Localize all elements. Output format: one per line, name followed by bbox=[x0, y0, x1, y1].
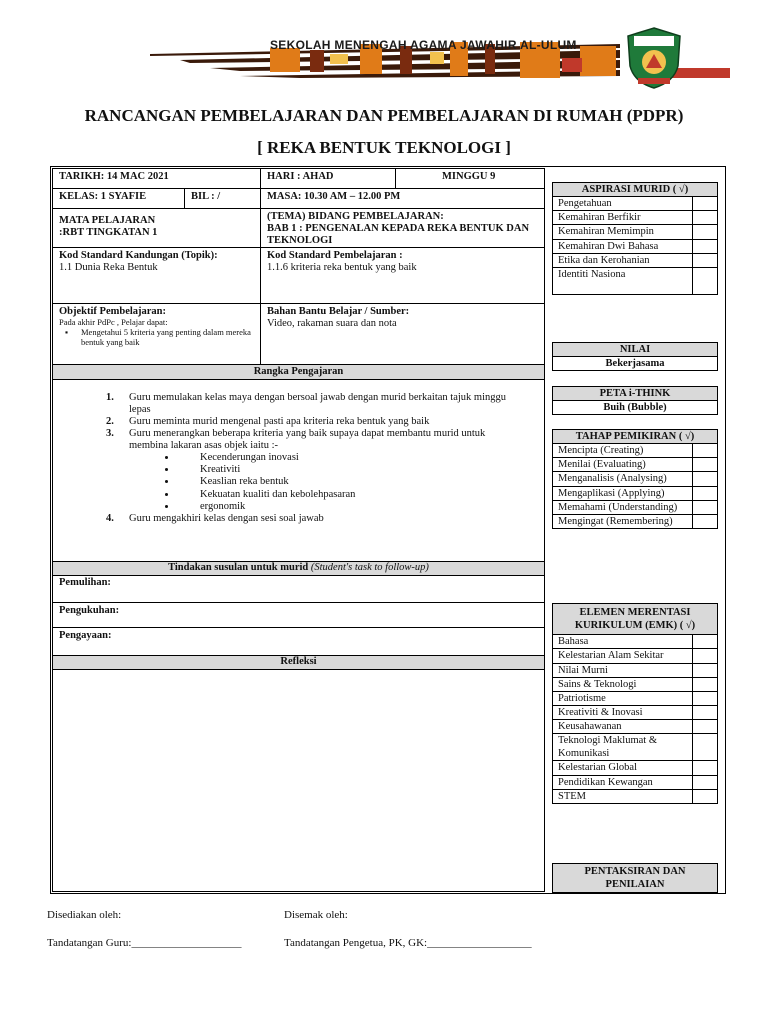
criteria-item: • Kecenderungan inovasi bbox=[177, 452, 526, 464]
masa-cell bbox=[260, 188, 545, 209]
kod-pembelajaran-value: 1.1.6 kriteria reka bentuk yang baik bbox=[267, 262, 417, 274]
aspirasi-row bbox=[553, 225, 718, 239]
aspirasi-item: Kemahiran Berfikir bbox=[553, 211, 693, 225]
page-title: RANCANGAN PEMBELAJARAN DAN PEMBELAJARAN DI RUMAH (PDPR) bbox=[84, 106, 684, 125]
aspirasi-item: Identiti Nasiona bbox=[553, 267, 693, 294]
tahap-check[interactable] bbox=[693, 444, 718, 458]
rangka-step bbox=[106, 428, 526, 512]
emk-check[interactable] bbox=[693, 761, 718, 775]
bahan-label: Bahan Bantu Belajar / Sumber: bbox=[267, 306, 410, 317]
step-number: 4. bbox=[106, 512, 114, 524]
aspirasi-row bbox=[553, 267, 718, 294]
tahap-check[interactable] bbox=[693, 514, 718, 528]
aspirasi-row bbox=[553, 253, 718, 267]
disemak-label: Disemak oleh: bbox=[284, 909, 348, 921]
minggu-cell bbox=[395, 168, 545, 189]
aspirasi-check[interactable] bbox=[693, 211, 718, 225]
emk-item: Pendidikan Kewangan bbox=[553, 775, 693, 789]
step-number: 1. bbox=[106, 392, 114, 403]
pentaksiran-table bbox=[552, 863, 718, 893]
tahap-check[interactable] bbox=[693, 486, 718, 500]
mata-pelajaran-label: MATA PELAJARAN bbox=[59, 215, 156, 226]
criteria-item: • ergonomik bbox=[177, 501, 526, 513]
tandatangan-pengetua[interactable]: Tandatangan Pengetua, PK, GK:___________________ bbox=[284, 937, 532, 949]
aspirasi-item: Etika dan Kerohanian bbox=[553, 253, 693, 267]
aspirasi-check[interactable] bbox=[693, 197, 718, 211]
pengukuhan-cell bbox=[52, 602, 545, 628]
tahap-check[interactable] bbox=[693, 472, 718, 486]
aspirasi-check[interactable] bbox=[693, 267, 718, 294]
bab-text: BAB 1 : PENGENALAN KEPADA REKA BENTUK DAN TEKNOLOGI bbox=[267, 223, 530, 247]
nilai-title: NILAI bbox=[553, 343, 718, 357]
rangka-step bbox=[106, 392, 526, 416]
aspirasi-row bbox=[553, 211, 718, 225]
pemulihan-cell bbox=[52, 575, 545, 603]
mata-pelajaran-value: :RBT TINGKATAN 1 bbox=[59, 227, 158, 239]
criteria-item: • Kreativiti bbox=[177, 464, 526, 476]
emk-check[interactable] bbox=[693, 635, 718, 649]
emk-check[interactable] bbox=[693, 734, 718, 761]
emk-check[interactable] bbox=[693, 775, 718, 789]
tahap-check[interactable] bbox=[693, 500, 718, 514]
tarikh-text: TARIKH: 14 MAC 2021 bbox=[59, 171, 169, 182]
bil-text: BIL : / bbox=[191, 191, 221, 202]
emk-check[interactable] bbox=[693, 649, 718, 663]
kod-kandungan-value: 1.1 Dunia Reka Bentuk bbox=[59, 262, 158, 274]
emk-check[interactable] bbox=[693, 705, 718, 719]
objektif-item-text: Mengetahui 5 kriteria yang penting dalam mereka bentuk yang baik bbox=[81, 326, 251, 347]
objektif-label: Objektif Pembelajaran: bbox=[59, 306, 167, 317]
step-text: Guru meminta murid mengenal pasti apa kriteria reka bentuk yang baik bbox=[129, 416, 430, 428]
objektif-intro: Pada akhir PdPc , Pelajar dapat: bbox=[59, 317, 168, 328]
tahap-title: TAHAP PEMIKIRAN ( √) bbox=[553, 430, 718, 444]
emk-check[interactable] bbox=[693, 720, 718, 734]
hari-text: HARI : AHAD bbox=[267, 171, 334, 182]
pengayaan-label: Pengayaan: bbox=[59, 630, 112, 641]
aspirasi-row bbox=[553, 239, 718, 253]
tahap-item: Mengingat (Remembering) bbox=[553, 514, 693, 528]
step-text: Guru menerangkan beberapa kriteria yang baik supaya dapat membantu murid untuk membina lakaran asas objek iaitu :- bbox=[129, 428, 486, 452]
aspirasi-check[interactable] bbox=[693, 225, 718, 239]
refleksi-header bbox=[52, 655, 545, 670]
step-text: Guru mengakhiri kelas dengan sesi soal jawab bbox=[129, 512, 324, 524]
tahap-item: Mencipta (Creating) bbox=[553, 444, 693, 458]
emk-check[interactable] bbox=[693, 677, 718, 691]
emk-item: Teknologi Maklumat & Komunikasi bbox=[553, 734, 693, 761]
aspirasi-item: Kemahiran Memimpin bbox=[553, 225, 693, 239]
emk-title: ELEMEN MERENTASI KURIKULUM (EMK) ( √) bbox=[553, 604, 718, 635]
mata-pelajaran-cell bbox=[52, 208, 261, 248]
rangka-body bbox=[52, 379, 545, 562]
emk-item: Patriotisme bbox=[553, 691, 693, 705]
step-number: 2. bbox=[106, 416, 114, 428]
hari-cell bbox=[260, 168, 396, 189]
pemulihan-label: Pemulihan: bbox=[59, 577, 111, 588]
tandatangan-guru[interactable]: Tandatangan Guru:____________________ bbox=[47, 937, 242, 949]
aspirasi-check[interactable] bbox=[693, 253, 718, 267]
aspirasi-item: Pengetahuan bbox=[553, 197, 693, 211]
rangka-steps bbox=[106, 392, 526, 525]
refleksi-title: Refleksi bbox=[280, 656, 317, 667]
pengayaan-cell bbox=[52, 627, 545, 656]
tindakan-title: Tindakan susulan untuk murid bbox=[168, 562, 309, 573]
bahan-value: Video, rakaman suara dan nota bbox=[267, 318, 397, 330]
aspirasi-item: Kemahiran Dwi Bahasa bbox=[553, 239, 693, 253]
tindakan-title-italic: (Student's task to follow-up) bbox=[310, 562, 429, 573]
aspirasi-table bbox=[552, 182, 718, 295]
tindakan-header bbox=[52, 561, 545, 576]
bahan-cell bbox=[260, 303, 545, 365]
emk-check[interactable] bbox=[693, 789, 718, 803]
pengukuhan-label: Pengukuhan: bbox=[59, 605, 120, 616]
tema-label: (TEMA) BIDANG PEMBELAJARAN: bbox=[267, 211, 444, 222]
nilai-table bbox=[552, 342, 718, 371]
bil-cell bbox=[184, 188, 261, 209]
aspirasi-check[interactable] bbox=[693, 239, 718, 253]
tahap-item: Menganalisis (Analysing) bbox=[553, 472, 693, 486]
rangka-title: Rangka Pengajaran bbox=[253, 366, 344, 377]
rangka-step bbox=[106, 513, 526, 525]
emk-item: Nilai Murni bbox=[553, 663, 693, 677]
kelas-text: KELAS: 1 SYAFIE bbox=[59, 191, 147, 202]
school-name: SEKOLAH MENENGAH AGAMA JAWAHIR AL-ULUM bbox=[270, 38, 577, 52]
kelas-cell bbox=[52, 188, 185, 209]
criteria-item: • Kekuatan kualiti dan kebolehpasaran bbox=[177, 489, 526, 501]
emk-item: Kreativiti & Inovasi bbox=[553, 705, 693, 719]
kod-kandungan-label: Kod Standard Kandungan (Topik): bbox=[59, 250, 218, 261]
pentaksiran-title: PENTAKSIRAN DAN PENILAIAN bbox=[553, 864, 718, 893]
step-text: Guru memulakan kelas maya dengan bersoal jawab dengan murid berkaitan tajuk minggu lepas bbox=[129, 392, 507, 416]
peta-table bbox=[552, 386, 718, 415]
peta-value: Buih (Bubble) bbox=[553, 401, 718, 415]
objektif-cell bbox=[52, 303, 261, 365]
bullet-square-icon: ▪ bbox=[65, 326, 69, 337]
emk-item: STEM bbox=[553, 789, 693, 803]
emk-check[interactable] bbox=[693, 663, 718, 677]
rangka-header bbox=[52, 364, 545, 380]
tahap-table bbox=[552, 429, 718, 529]
tahap-item: Menilai (Evaluating) bbox=[553, 458, 693, 472]
emk-item: Bahasa bbox=[553, 635, 693, 649]
tema-cell bbox=[260, 208, 545, 248]
kod-kandungan-cell bbox=[52, 247, 261, 304]
disediakan-label: Disediakan oleh: bbox=[47, 909, 122, 921]
tahap-item: Mengaplikasi (Applying) bbox=[553, 486, 693, 500]
kod-pembelajaran-label: Kod Standard Pembelajaran : bbox=[267, 250, 403, 261]
peta-title: PETA i-THINK bbox=[553, 387, 718, 401]
kod-pembelajaran-cell bbox=[260, 247, 545, 304]
school-crest-icon bbox=[624, 26, 684, 90]
tahap-check[interactable] bbox=[693, 458, 718, 472]
criteria-item: • Keaslian reka bentuk bbox=[177, 476, 526, 488]
emk-check[interactable] bbox=[693, 691, 718, 705]
tahap-item: Memahami (Understanding) bbox=[553, 500, 693, 514]
emk-item: Kelestarian Alam Sekitar bbox=[553, 649, 693, 663]
emk-table bbox=[552, 603, 718, 804]
tarikh-cell bbox=[52, 168, 261, 189]
emk-item: Sains & Teknologi bbox=[553, 677, 693, 691]
page-subtitle: [ REKA BENTUK TEKNOLOGI ] bbox=[257, 138, 511, 157]
nilai-value: Bekerjasama bbox=[553, 357, 718, 371]
step-number: 3. bbox=[106, 428, 114, 440]
emk-item: Kelestarian Global bbox=[553, 761, 693, 775]
aspirasi-row bbox=[553, 197, 718, 211]
criteria-list bbox=[129, 452, 526, 512]
objektif-item bbox=[59, 328, 254, 348]
masa-text: MASA: 10.30 AM – 12.00 PM bbox=[267, 191, 401, 202]
minggu-text: MINGGU 9 bbox=[442, 171, 496, 182]
emk-item: Keusahawanan bbox=[553, 720, 693, 734]
rangka-step bbox=[106, 416, 526, 428]
refleksi-body bbox=[52, 669, 545, 892]
aspirasi-title: ASPIRASI MURID ( √) bbox=[553, 183, 718, 197]
